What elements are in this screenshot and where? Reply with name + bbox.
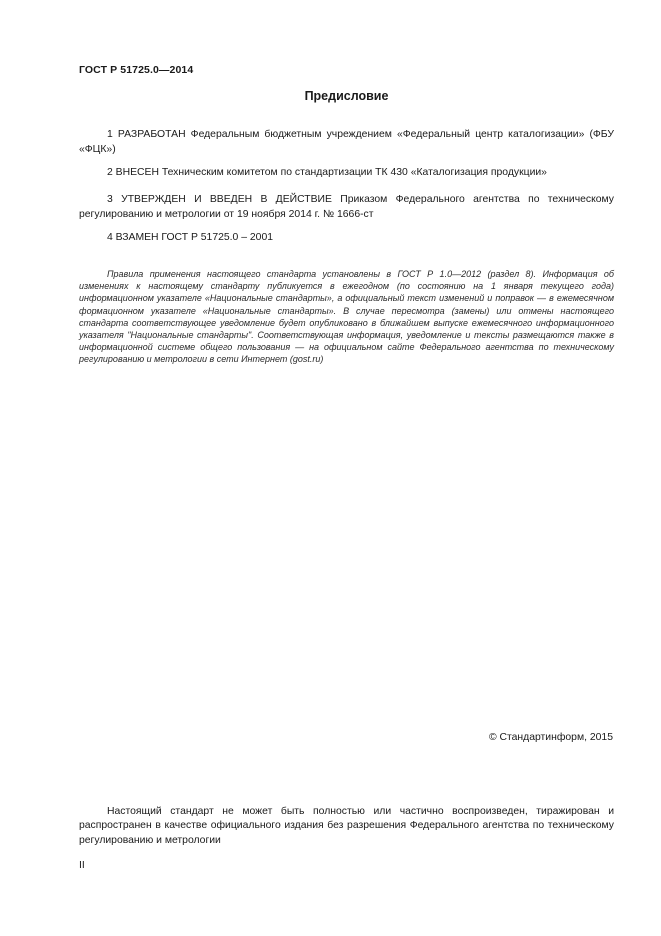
document-code: ГОСТ Р 51725.0—2014 [79,64,194,76]
page-number: II [79,860,85,871]
copyright-line: © Стандартинформ, 2015 [488,732,613,743]
paragraph-introduced-by: 2 ВНЕСЕН Техническим комитетом по стандартизации ТК 430 «Каталогизация продукции» [107,167,547,178]
reproduction-notice: Настоящий стандарт не может быть полностью или частично воспроизведен, тиражирован и распространен в качестве официального издания без разрешения Федерального агентства по техническому регулированию и метрологии [79,806,614,846]
paragraph-developed-by: 1 РАЗРАБОТАН Федеральным бюджетным учреждением «Федеральный центр каталогизации» (ФБУ «ФЦК») [79,129,614,155]
paragraph-replaces: 4 ВЗАМЕН ГОСТ Р 51725.0 – 2001 [107,232,273,243]
paragraph-approved: 3 УТВЕРЖДЕН И ВВЕДЕН В ДЕЙСТВИЕ Приказом Федерального агентства по техническому регулированию и метрологии от 19 ноября 2014 г. № 1666-ст [79,194,614,220]
application-rules-note: Правила применения настоящего стандарта установлены в ГОСТ Р 1.0—2012 (раздел 8). Информация об изменениях к настоящему стандарту публикуется в ежегодном (по состоянию на 1 января текущего года) информационном указателе «Национальные стандарты», а официальный текст изменений и поправок — в ежемесячном формационном указателе «Национальные стандарты». В случае пересмотра (замены) или отмены настоящего стандарта соответствующее уведомление будет опубликовано в ближайшем выпуске ежемесячного информационного указателя "Национальные стандарты". Соответствующая информация, уведомление и тексты размещаются также в информационной системе общего пользования — на официальном сайте Федерального агентства по техническому регулированию и метрологии в сети Интернет (gost.ru) [79,269,614,365]
page-title: Предисловие [304,89,389,103]
